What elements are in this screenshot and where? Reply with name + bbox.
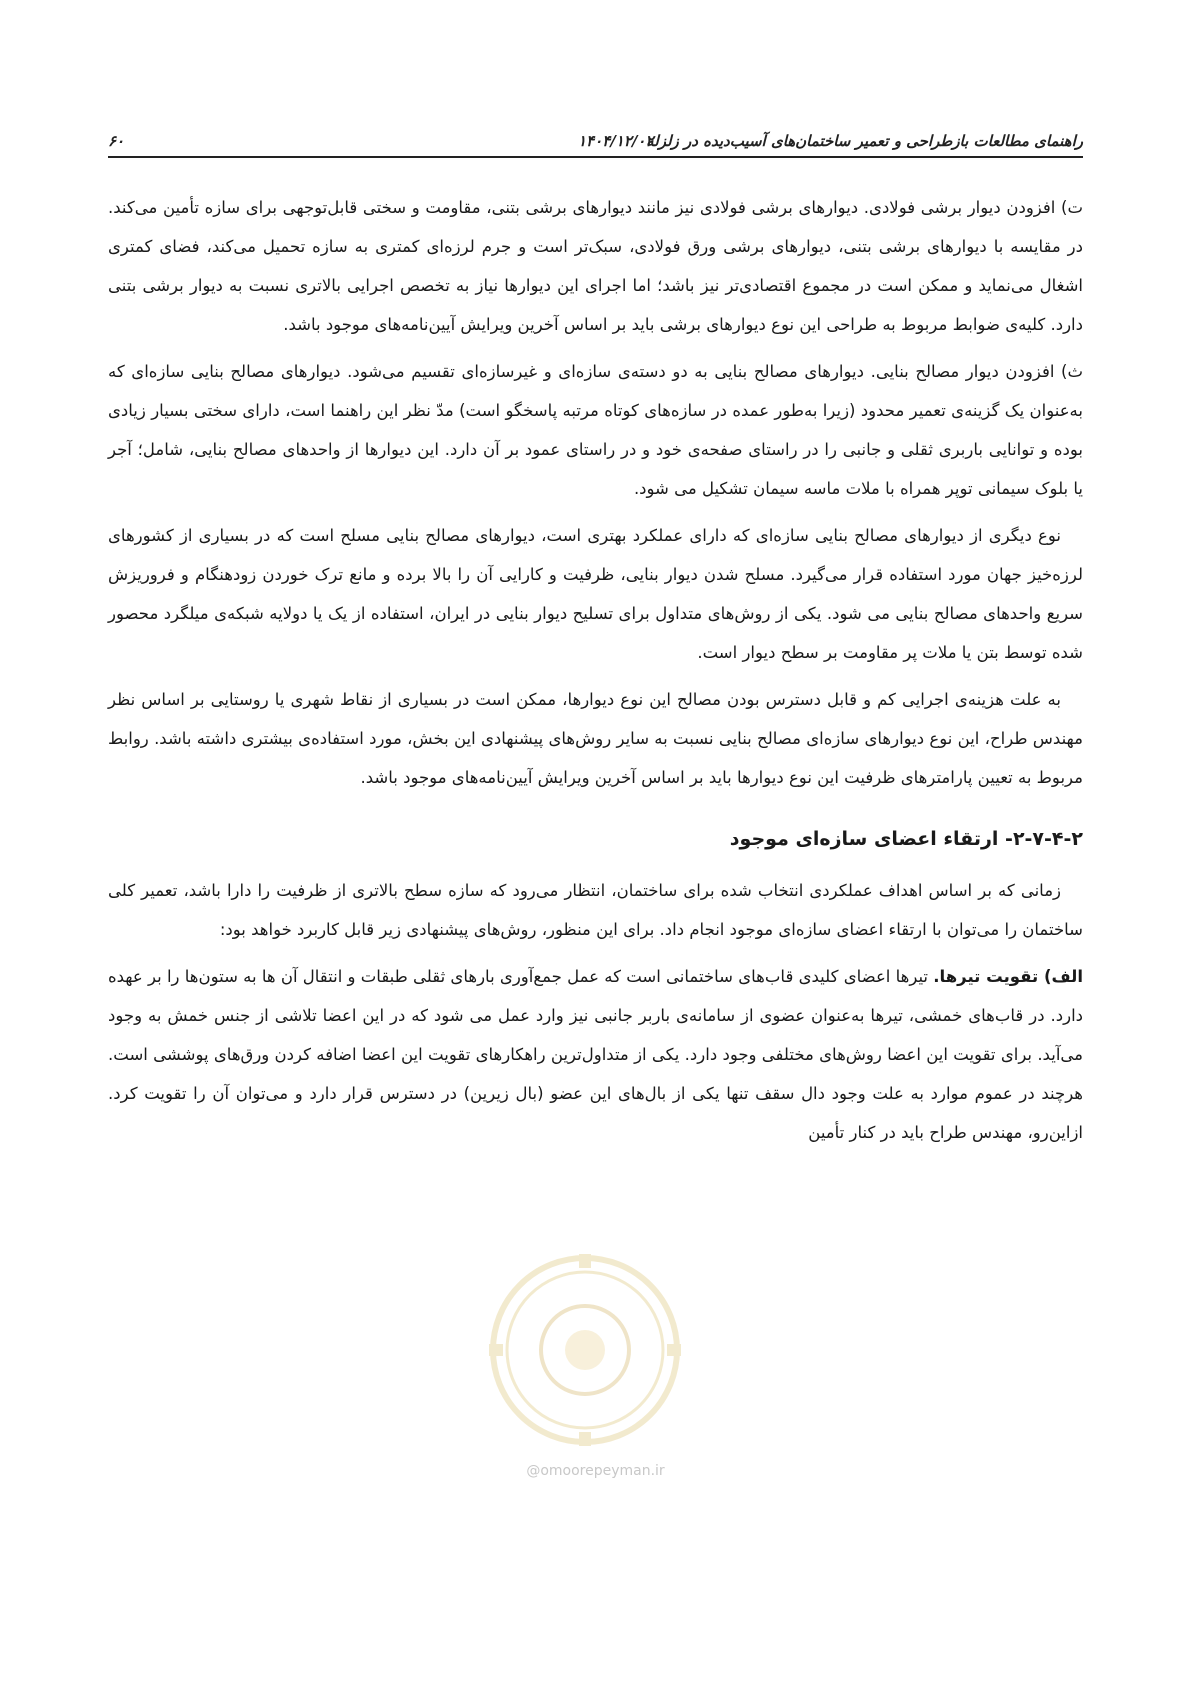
document-body [108, 188, 1083, 1160]
paragraph-masonry-cost: به علت هزینه‌ی اجرایی کم و قابل دسترس بودن مصالح این نوع دیوارها، ممکن است در بسیاری از نقاط شهری یا روستایی بر اساس نظر مهندس طراح، این نوع دیوارهای سازه‌ای مصالح بنایی نسبت به سایر روش‌های پیشنهادی این بخش، مورد استفاده‌ی بیشتری داشته باشد. روابط مربوط به تعیین پارامترهای ظرفیت این نوع دیوارها باید بر اساس آخرین ویرایش آیین‌نامه‌های موجود باشد. [108, 690, 1083, 787]
running-title: راهنمای مطالعات بازطراحی و تعمیر ساختمان‌های آسیب‌دیده در زلزله [646, 132, 1083, 150]
paragraph-masonry-wall: ث) افزودن دیوار مصالح بنایی. دیوارهای مصالح بنایی به دو دسته‌ی سازه‌ای و غیرسازه‌ای تقسیم می‌شود. دیوارهای مصالح بنایی سازه‌ای که به‌عنوان یک گزینه‌ی تعمیر محدود (زیرا به‌طور عمده در سازه‌های کوتاه مرتبه پاسخگو است) مدّ نظر این راهنما است، دارای سختی بسیار زیادی بوده و توانایی باربری ثقلی و جانبی را در راستای صفحه‌ی خود و در راستای عمود بر آن دارد. این دیوارها از واحدهای مصالح بنایی، شامل؛ آجر یا بلوک سیمانی توپر همراه با ملات ماسه سیمان تشکیل می شود. [108, 362, 1083, 498]
watermark-url: @omoorepeyman.ir [526, 1463, 665, 1479]
page-number: ۶۰ [108, 132, 125, 150]
paragraph-member-upgrade: زمانی که بر اساس اهداف عملکردی انتخاب شده برای ساختمان، انتظار می‌رود که سازه سطح بالاتری از ظرفیت را دارا باشد، تعمیر کلی ساختمان را می‌توان با ارتقاء اعضای سازه‌ای موجود انجام داد. برای این منظور، روش‌های پیشنهادی زیر قابل کاربرد خواهد بود: [108, 881, 1083, 939]
beam-strengthening-text: تیرها اعضای کلیدی قاب‌های ساختمانی است که عمل جمع‌آوری بارهای ثقلی طبقات و انتقال آن ها به ستون‌ها را بر عهده دارد. در قاب‌های خمشی، تیرها به‌عنوان عضوی از سامانه‌ی باربر جانبی نیز وارد عمل می شود که در این اعضا تلاشی از جنس خمش به وجود می‌آید. برای تقویت این اعضا روش‌های مختلفی وجود دارد. یکی از متداول‌ترین راهکارهای تقویت این اعضا اضافه کردن ورق‌های پوششی است. هرچند در عموم موارد به علت وجود دال سقف تنها یکی از بال‌های این عضو (بال زیرین) در دسترس قرار دارد و می‌توان آن را تقویت کرد. ازاین‌رو، مهندس طراح باید در کنار تأمین [108, 967, 1083, 1142]
watermark-seal-icon [485, 1250, 685, 1450]
beam-strengthening-label: الف) تقویت تیرها. [933, 967, 1083, 986]
page-header [108, 128, 1083, 158]
header-date: ۱۴۰۴/۱۲/۰۲ [578, 132, 654, 150]
paragraph-beam-strengthening [108, 957, 1083, 1152]
paragraph-steel-shear-wall: ت) افزودن دیوار برشی فولادی. دیوارهای برشی فولادی نیز مانند دیوارهای برشی بتنی، مقاومت و سختی قابل‌توجهی برای سازه تأمین می‌کند. در مقایسه با دیوارهای برشی بتنی، دیوارهای برشی ورق فولادی، سبک‌تر است و جرم لرزه‌ای کمتری به سازه تحمیل می‌کند، فضای کمتری اشغال می‌نماید و ممکن است در مجموع اقتصادی‌تر نیز باشد؛ اما اجرای این دیوارها نیاز به تخصص اجرایی بالاتری نسبت به دیوار برشی بتنی دارد. کلیه‌ی ضوابط مربوط به طراحی این نوع دیوارهای برشی باید بر اساس آخرین ویرایش آیین‌نامه‌های موجود باشد. [108, 198, 1083, 334]
section-heading: ۲-۷-۴-۲- ارتقاء اعضای سازه‌ای موجود [729, 828, 1083, 850]
paragraph-reinforced-masonry: نوع دیگری از دیوارهای مصالح بنایی سازه‌ای که دارای عملکرد بهتری است، دیوارهای مصالح بنایی مسلح است که در بسیاری از کشورهای لرزه‌خیز جهان مورد استفاده قرار می‌گیرد. مسلح شدن دیوار بنایی، ظرفیت و کارایی آن را بالا برده و مانع ترک خوردن زودهنگام و فروریزش سریع واحدهای مصالح بنایی می شود. یکی از روش‌های متداول برای تسلیح دیوار بنایی در ایران، استفاده از یک یا دولایه شبکه‌ی میلگرد محصور شده توسط بتن یا ملات پر مقاومت بر سطح دیوار است. [108, 526, 1083, 662]
